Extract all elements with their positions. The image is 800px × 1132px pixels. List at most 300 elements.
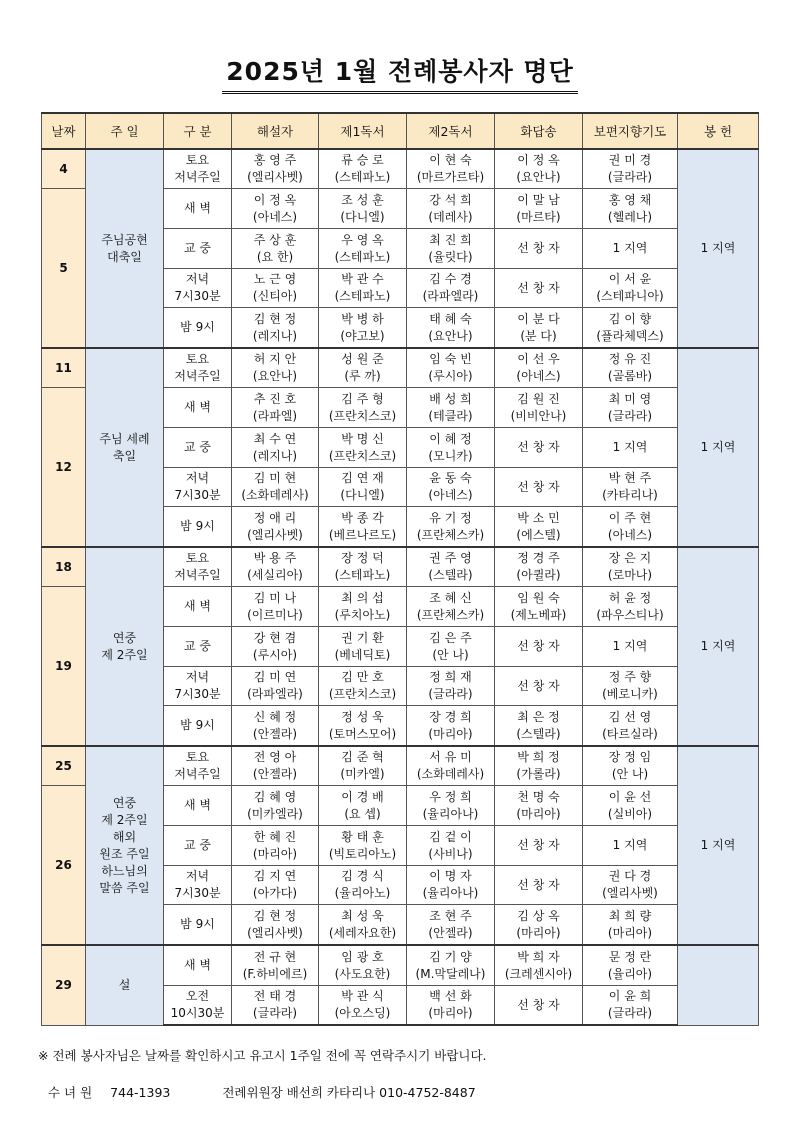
server-name: 박 종 각 [341, 510, 384, 525]
category-cell [164, 229, 232, 269]
baptismal-name: (아네스) [607, 527, 653, 542]
server-name: 배 성 희 [429, 391, 472, 406]
server-name: 윤 동 숙 [429, 471, 472, 485]
baptismal-name: (글라라) [607, 408, 653, 423]
baptismal-name: (에스텔) [516, 527, 561, 542]
prayers-cell [583, 866, 678, 905]
table-row [42, 348, 759, 388]
baptismal-name: (헬레나) [607, 209, 653, 224]
offertory-region-cell: 1 지역 [678, 547, 759, 746]
first-reading-cell [319, 587, 407, 627]
baptismal-name: (요안나) [516, 170, 561, 184]
server-name: 장 정 덕 [341, 551, 384, 565]
baptismal-name: (데레사) [428, 209, 473, 224]
col-header-offertory: 봉 헌 [678, 113, 759, 149]
first-reading-cell [319, 149, 407, 189]
baptismal-name: (스테파노) [334, 249, 391, 264]
prayers-cell [583, 547, 678, 587]
prayers-cell [583, 149, 678, 189]
server-name: 서 유 미 [429, 750, 472, 764]
commentator-cell [232, 905, 319, 946]
commentator-cell [232, 348, 319, 388]
baptismal-name: (프란치스코) [328, 408, 397, 423]
first-reading-cell [319, 547, 407, 587]
baptismal-name: (글라라) [607, 1006, 653, 1020]
psalm-cell [495, 905, 583, 946]
server-name: 선 창 자 [517, 241, 560, 255]
category-line: 10시30분 [170, 1006, 225, 1020]
server-name: 천 명 숙 [517, 789, 560, 804]
server-name: 최 진 희 [429, 232, 472, 247]
col-header-second-reading: 제2독서 [407, 113, 495, 149]
server-name: 강 석 희 [429, 192, 472, 207]
server-name: 김 선 영 [608, 709, 652, 724]
page-title: 2025년 1월 전례봉사자 명단 [222, 52, 577, 94]
first-reading-cell [319, 627, 407, 667]
first-reading-cell [319, 468, 407, 507]
psalm-cell [495, 706, 583, 747]
baptismal-name: (비비안나) [510, 408, 567, 423]
server-name: 조 현 주 [429, 908, 472, 923]
baptismal-name: (마리아) [252, 846, 298, 861]
server-name: 김 주 형 [341, 391, 384, 406]
psalm-cell [495, 667, 583, 706]
baptismal-name: (소화데레사) [416, 767, 485, 781]
server-name: 조 혜 신 [429, 590, 472, 605]
server-name: 김 미 현 [253, 471, 297, 485]
server-name: 노 근 영 [253, 272, 297, 286]
sunday-cell [86, 149, 164, 348]
baptismal-name: (안 나) [611, 767, 649, 781]
server-name: 박 병 하 [341, 311, 384, 326]
table-row [42, 945, 759, 986]
category-line: 교 중 [184, 440, 211, 454]
server-name: 김 원 진 [517, 391, 560, 406]
category-line: 저녁 [185, 272, 210, 286]
date-cell: 26 [42, 786, 86, 946]
sunday-name-line: 하느님의 [101, 863, 148, 878]
server-name: 선 창 자 [517, 877, 560, 892]
category-cell [164, 547, 232, 587]
second-reading-cell [407, 866, 495, 905]
category-line: 저녁 [185, 471, 210, 485]
category-line: 교 중 [184, 241, 211, 255]
prayers-cell [583, 905, 678, 946]
category-cell [164, 866, 232, 905]
baptismal-name: (테클라) [428, 408, 473, 423]
sunday-name-line: 대축일 [107, 249, 142, 264]
baptismal-name: (프란치스코) [328, 448, 397, 463]
baptismal-name: (다니엘) [340, 488, 385, 502]
baptismal-name: (F.하비에르) [242, 966, 308, 981]
psalm-cell [495, 229, 583, 269]
baptismal-name: (스테파니아) [596, 289, 664, 303]
second-reading-cell [407, 587, 495, 627]
prayers-cell [583, 786, 678, 826]
server-name: 김 이 향 [608, 311, 652, 326]
baptismal-name: (아네스) [428, 488, 473, 502]
server-name: 이 명 자 [429, 869, 472, 883]
server-name: 김 지 연 [253, 869, 297, 883]
table-row [42, 746, 759, 786]
baptismal-name: (안 나) [432, 647, 469, 662]
server-name: 선 창 자 [517, 639, 560, 653]
server-name: 태 혜 숙 [429, 311, 472, 326]
notice-text: ※ 전례 봉사자님은 날짜를 확인하시고 유고시 1주일 전에 꼭 연락주시기 바랍니다. [38, 1048, 487, 1063]
baptismal-name: (안젤라) [252, 767, 298, 781]
commentator-cell [232, 428, 319, 468]
baptismal-name: (마르가르타) [416, 170, 485, 184]
baptismal-name: (아가다) [252, 886, 298, 900]
server-name: 장 은 지 [608, 551, 652, 565]
baptismal-name: (루치아노) [334, 607, 391, 622]
baptismal-name: (마리아) [516, 806, 561, 821]
sunday-name-line: 주님 세례 [99, 431, 150, 446]
second-reading-cell [407, 189, 495, 229]
sunday-name-line: 주님공현 [101, 232, 148, 247]
commentator-cell [232, 468, 319, 507]
baptismal-name: (안젤라) [428, 925, 473, 940]
category-cell [164, 945, 232, 986]
server-name: 선 창 자 [517, 440, 560, 454]
server-name: 박 현 주 [608, 471, 652, 485]
psalm-cell [495, 149, 583, 189]
second-reading-cell [407, 428, 495, 468]
server-name: 이 주 현 [608, 510, 652, 525]
baptismal-name: (M.막달레나) [415, 966, 486, 981]
roster-table [41, 112, 759, 1026]
second-reading-cell [407, 269, 495, 308]
server-name: 신 혜 정 [253, 709, 297, 724]
baptismal-name: (율리아나) [422, 806, 479, 821]
baptismal-name: (제노베파) [510, 607, 567, 622]
baptismal-name: (루시아) [252, 647, 298, 662]
commentator-cell [232, 388, 319, 428]
server-name: 김 수 경 [429, 272, 472, 286]
server-name: 김 혜 영 [253, 789, 297, 804]
prayers-cell [583, 428, 678, 468]
server-name: 임 광 호 [341, 949, 384, 964]
commentator-cell [232, 826, 319, 866]
category-cell [164, 786, 232, 826]
server-name: 이 정 옥 [253, 192, 297, 207]
baptismal-name: (레지나) [252, 328, 298, 343]
server-name: 박 희 정 [517, 750, 560, 764]
second-reading-cell [407, 308, 495, 349]
date-cell: 29 [42, 945, 86, 1025]
commentator-cell [232, 149, 319, 189]
psalm-cell [495, 269, 583, 308]
baptismal-name: (라파엘라) [422, 289, 479, 303]
baptismal-name: (마리아) [607, 925, 653, 940]
baptismal-name: (가롤라) [516, 767, 561, 781]
baptismal-name: (세레자요한) [328, 925, 397, 940]
baptismal-name: (카타리나) [602, 488, 658, 502]
prayers-cell [583, 706, 678, 747]
contact-leader: 전례위원장 배선희 카타리나 010-4752-8487 [222, 1085, 476, 1100]
server-name: 이 서 윤 [608, 272, 652, 286]
server-name: 선 창 자 [517, 280, 560, 295]
category-line: 오전 [185, 989, 210, 1003]
commentator-cell [232, 667, 319, 706]
psalm-cell [495, 587, 583, 627]
category-line: 밤 9시 [180, 917, 215, 931]
server-name: 추 진 호 [253, 391, 297, 406]
category-cell [164, 348, 232, 388]
category-line: 밤 9시 [180, 320, 215, 334]
contact-office: 수 녀 원 [48, 1085, 93, 1100]
baptismal-name: (다니엘) [340, 209, 385, 224]
server-name: 선 창 자 [517, 479, 560, 494]
baptismal-name: (아네스) [516, 369, 561, 383]
category-cell [164, 826, 232, 866]
baptismal-name: (토머스모어) [328, 726, 397, 741]
sunday-name-line: 말씀 주일 [99, 880, 150, 895]
offertory-region-cell: 1 지역 [678, 746, 759, 945]
server-name: 박 명 신 [341, 431, 384, 446]
server-name: 임 원 숙 [517, 590, 560, 605]
category-cell [164, 627, 232, 667]
prayers-cell [583, 229, 678, 269]
baptismal-name: (신티아) [252, 289, 298, 303]
server-name: 한 혜 진 [253, 829, 297, 844]
server-name: 김 상 옥 [517, 908, 560, 923]
server-name: 장 경 희 [429, 709, 472, 724]
baptismal-name: (엘리사벳) [247, 170, 303, 184]
server-name: 김 경 식 [341, 869, 384, 883]
prayers-cell [583, 627, 678, 667]
first-reading-cell [319, 866, 407, 905]
server-name: 선 창 자 [517, 997, 560, 1012]
server-name: 김 은 주 [429, 630, 472, 645]
second-reading-cell [407, 229, 495, 269]
server-name: 권 미 경 [608, 153, 652, 167]
baptismal-name: (분 다) [520, 328, 557, 343]
psalm-cell [495, 507, 583, 548]
commentator-cell [232, 269, 319, 308]
baptismal-name: (야고보) [340, 328, 385, 343]
server-name: 장 정 임 [608, 750, 652, 764]
baptismal-name: (이르미나) [247, 607, 303, 622]
category-line: 토요 [185, 551, 210, 565]
second-reading-cell [407, 388, 495, 428]
server-name: 전 영 아 [253, 750, 297, 764]
second-reading-cell [407, 507, 495, 548]
server-name: 정 주 향 [608, 670, 652, 684]
category-cell [164, 269, 232, 308]
header-row [42, 113, 759, 149]
category-line: 7시30분 [174, 687, 221, 701]
category-cell [164, 388, 232, 428]
category-line: 토요 [185, 750, 210, 764]
date-cell: 4 [42, 149, 86, 189]
category-line: 저녁 [185, 869, 210, 883]
category-line: 새 벽 [184, 599, 211, 613]
baptismal-name: (플라체덱스) [596, 328, 664, 343]
sunday-name-line: 제 2주일 [101, 647, 148, 662]
baptismal-name: (사도요한) [334, 966, 391, 981]
prayers-cell [583, 826, 678, 866]
commentator-cell [232, 547, 319, 587]
sunday-name-line: 원조 주일 [99, 846, 150, 861]
baptismal-name: (라파엘라) [247, 687, 303, 701]
server-name: 김 겉 이 [429, 829, 472, 844]
psalm-cell [495, 388, 583, 428]
col-header-first-reading: 제1독서 [319, 113, 407, 149]
baptismal-name: (엘리사벳) [602, 886, 658, 900]
offertory-region-cell [678, 945, 759, 1025]
server-name: 이 선 우 [517, 352, 560, 366]
offertory-region-cell: 1 지역 [678, 149, 759, 348]
category-cell [164, 986, 232, 1026]
server-name: 김 현 정 [253, 908, 297, 923]
baptismal-name: (아퀼라) [516, 568, 561, 582]
psalm-cell [495, 627, 583, 667]
server-name: 김 기 양 [429, 949, 472, 964]
server-name: 정 희 재 [429, 670, 472, 684]
server-name: 박 관 수 [341, 272, 384, 286]
server-name: 박 용 주 [253, 551, 297, 565]
server-name: 홍 영 채 [608, 192, 652, 207]
second-reading-cell [407, 706, 495, 747]
category-line: 7시30분 [174, 289, 221, 303]
server-name: 이 말 남 [517, 192, 560, 207]
baptismal-name: (마르타) [516, 209, 561, 224]
sunday-cell [86, 547, 164, 746]
commentator-cell [232, 786, 319, 826]
category-line: 저녁주일 [174, 568, 221, 582]
commentator-cell [232, 627, 319, 667]
category-cell [164, 468, 232, 507]
category-cell [164, 428, 232, 468]
server-name: 백 선 화 [429, 989, 472, 1003]
server-name: 황 태 훈 [341, 829, 384, 844]
baptismal-name: (모니카) [428, 448, 473, 463]
category-cell [164, 308, 232, 349]
first-reading-cell [319, 269, 407, 308]
psalm-cell [495, 746, 583, 786]
second-reading-cell [407, 986, 495, 1026]
sunday-cell [86, 348, 164, 547]
server-name: 박 희 자 [517, 949, 560, 964]
server-name: 김 미 나 [253, 590, 297, 605]
baptismal-name: (마리아) [516, 925, 561, 940]
baptismal-name: (글라라) [252, 1006, 298, 1020]
commentator-cell [232, 507, 319, 548]
first-reading-cell [319, 945, 407, 986]
baptismal-name: (스텔라) [516, 726, 561, 741]
baptismal-name: (스테파노) [334, 289, 391, 303]
psalm-cell [495, 428, 583, 468]
server-name: 류 승 로 [341, 153, 384, 167]
server-name: 최 성 욱 [341, 908, 384, 923]
server-name: 성 원 준 [341, 352, 384, 366]
psalm-cell [495, 189, 583, 229]
server-name: 선 창 자 [517, 678, 560, 693]
second-reading-cell [407, 149, 495, 189]
server-name: 홍 영 주 [253, 153, 297, 167]
server-name: 최 희 량 [608, 908, 652, 923]
sunday-name-line: 축일 [112, 448, 137, 463]
date-cell: 19 [42, 587, 86, 747]
category-line: 저녁 [185, 670, 210, 684]
baptismal-name: (레지나) [252, 448, 298, 463]
first-reading-cell [319, 706, 407, 747]
date-cell: 18 [42, 547, 86, 587]
first-reading-cell [319, 667, 407, 706]
server-name: 허 지 안 [253, 352, 297, 366]
server-name: 1 지역 [612, 241, 648, 255]
server-name: 전 규 현 [253, 949, 297, 964]
server-name: 1 지역 [612, 838, 648, 852]
col-header-commentator: 해설자 [232, 113, 319, 149]
server-name: 최 수 연 [253, 431, 297, 446]
second-reading-cell [407, 786, 495, 826]
server-name: 박 관 식 [341, 989, 384, 1003]
server-name: 김 만 호 [341, 670, 384, 684]
first-reading-cell [319, 348, 407, 388]
baptismal-name: (글라라) [607, 170, 653, 184]
psalm-cell [495, 866, 583, 905]
server-name: 이 경 배 [341, 789, 384, 804]
server-name: 유 기 정 [429, 510, 472, 525]
baptismal-name: (율리아나) [422, 886, 479, 900]
server-name: 김 미 연 [253, 670, 297, 684]
server-name: 조 성 훈 [341, 192, 384, 207]
baptismal-name: (안젤라) [252, 726, 298, 741]
roster-body [42, 149, 759, 1025]
first-reading-cell [319, 308, 407, 349]
baptismal-name: (프란치스코) [328, 687, 397, 701]
first-reading-cell [319, 826, 407, 866]
first-reading-cell [319, 428, 407, 468]
prayers-cell [583, 746, 678, 786]
category-cell [164, 746, 232, 786]
first-reading-cell [319, 388, 407, 428]
psalm-cell [495, 348, 583, 388]
date-cell: 25 [42, 746, 86, 786]
sunday-name-line: 해외 [112, 829, 137, 844]
sunday-cell [86, 945, 164, 1025]
baptismal-name: (소화데레사) [241, 488, 309, 502]
category-line: 새 벽 [184, 958, 211, 972]
prayers-cell [583, 308, 678, 349]
table-row [42, 149, 759, 189]
baptismal-name: (미카엘라) [247, 806, 303, 821]
server-name: 최 은 정 [517, 709, 560, 724]
server-name: 정 성 욱 [341, 709, 384, 724]
baptismal-name: (요 셉) [344, 806, 381, 821]
server-name: 정 유 진 [608, 352, 652, 366]
server-name: 권 기 환 [341, 630, 384, 645]
second-reading-cell [407, 905, 495, 946]
baptismal-name: (아네스) [252, 209, 298, 224]
col-header-category: 구 분 [164, 113, 232, 149]
prayers-cell [583, 945, 678, 986]
baptismal-name: (루 까) [344, 369, 381, 383]
offertory-region-cell: 1 지역 [678, 348, 759, 547]
baptismal-name: (프란체스카) [416, 527, 485, 542]
category-line: 밤 9시 [180, 519, 215, 533]
prayers-cell [583, 986, 678, 1026]
server-name: 권 주 영 [429, 551, 472, 565]
baptismal-name: (율릿다) [428, 249, 473, 264]
baptismal-name: (빅토리아노) [328, 846, 397, 861]
commentator-cell [232, 945, 319, 986]
commentator-cell [232, 308, 319, 349]
commentator-cell [232, 866, 319, 905]
first-reading-cell [319, 189, 407, 229]
